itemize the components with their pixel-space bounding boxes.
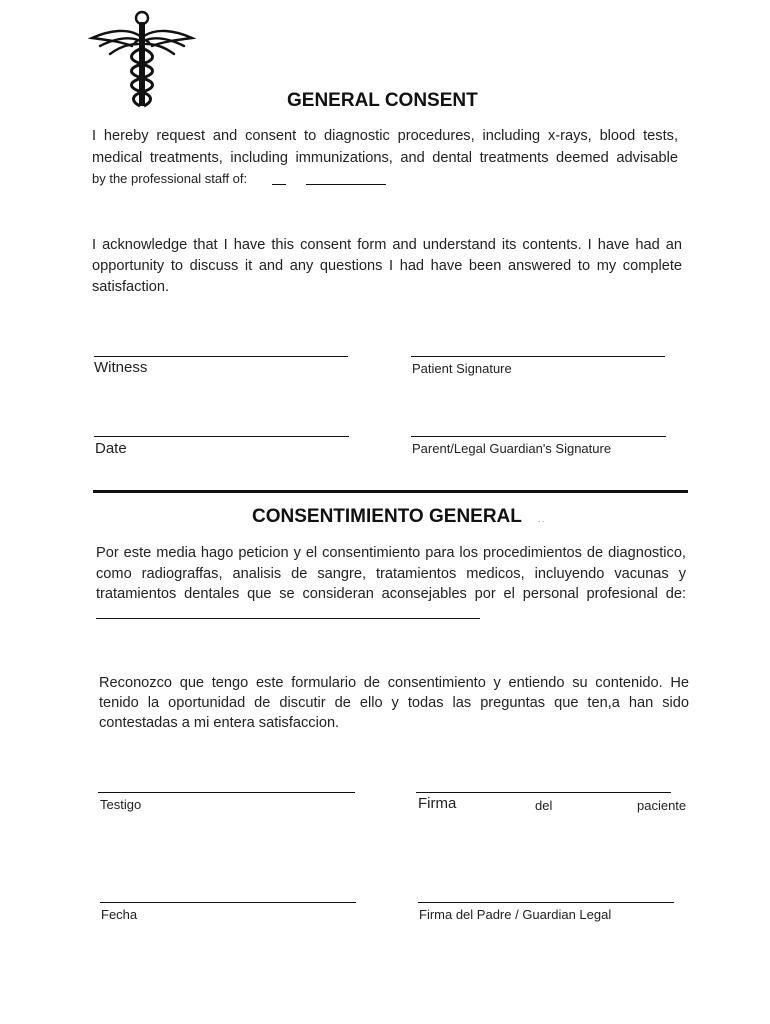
spanish-ack-line-3: contestadas a mi entera satisfaccion.: [99, 715, 340, 731]
english-request-line-1: I hereby request and consent to diagnostic procedures, including x-rays, blood tests,: [92, 128, 678, 144]
english-title: GENERAL CONSENT: [287, 90, 478, 111]
english-ack-line-3: satisfaction.: [92, 279, 170, 295]
date-line[interactable]: [94, 436, 349, 437]
english-request-line-2: medical treatments, including immunizations, and dental treatments deemed advisable: [92, 150, 678, 166]
personal-profesional-field[interactable]: [96, 618, 480, 619]
staff-name-field[interactable]: [306, 184, 386, 185]
english-ack-line-1: I acknowledge that I have this consent form and understand its contents. I have had an: [92, 237, 682, 253]
date-label: Date: [95, 440, 127, 457]
testigo-signature-line[interactable]: [98, 792, 355, 793]
section-divider: [93, 490, 688, 493]
paciente-label: paciente: [637, 798, 687, 813]
spanish-request-line-2: como radiograffas, analisis de sangre, tratamientos medicos, incluyendo vacunas y: [96, 566, 686, 582]
firma-padre-line[interactable]: [418, 902, 674, 903]
english-request-line-3: by the professional staff of:: [92, 171, 248, 186]
testigo-label: Testigo: [100, 797, 142, 812]
spanish-title: CONSENTIMIENTO GENERAL: [252, 506, 522, 527]
firma-paciente-line[interactable]: [416, 792, 671, 793]
spanish-ack-line-1: Reconozco que tengo este formulario de consentimiento y entiendo su contenido. He: [99, 675, 689, 691]
spanish-ack-line-2: tenido la oportunidad de discutir de ello y todas las preguntas que ten,a han sido: [99, 695, 689, 711]
fecha-line[interactable]: [100, 902, 356, 903]
firma-label: Firma: [418, 795, 457, 812]
spanish-request-line-3: tratamientos dentales que se consideran aconsejables por el personal profesional de:: [96, 586, 686, 602]
witness-label: Witness: [94, 359, 148, 376]
fecha-label: Fecha: [101, 907, 138, 922]
decorative-dots: ..: [538, 514, 546, 525]
spanish-request-line-1: Por este media hago peticion y el consentimiento para los procedimientos de diagnostico,: [96, 545, 686, 561]
patient-signature-line[interactable]: [411, 356, 665, 357]
patient-signature-label: Patient Signature: [412, 361, 512, 376]
firma-padre-label: Firma del Padre / Guardian Legal: [419, 907, 612, 922]
witness-signature-line[interactable]: [94, 356, 348, 357]
guardian-signature-label: Parent/Legal Guardian's Signature: [412, 441, 612, 456]
del-label: del: [535, 798, 553, 813]
english-ack-line-2: opportunity to discuss it and any questions I had have been answered to my complete: [92, 258, 682, 274]
staff-name-field-short[interactable]: [272, 184, 286, 185]
guardian-signature-line[interactable]: [411, 436, 666, 437]
caduceus-logo: [88, 8, 196, 108]
